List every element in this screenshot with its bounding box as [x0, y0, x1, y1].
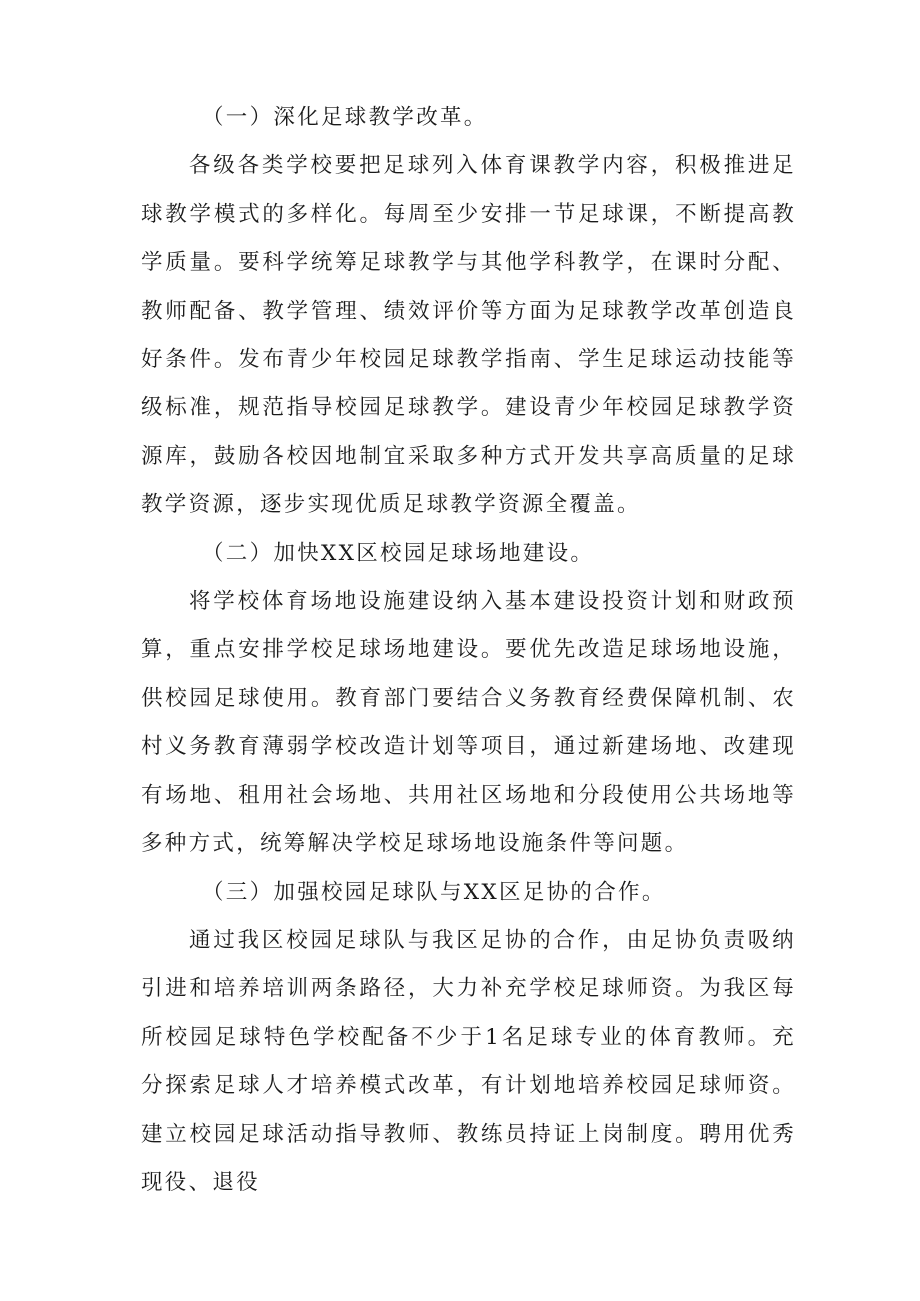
- body-paragraph-2: 将学校体育场地设施建设纳入基本建设投资计划和财政预算，重点安排学校足球场地建设。要优先改造足球场地设施，供校园足球使用。教育部门要结合义务教育经费保障机制、农村义务教育薄弱学校改造计划等项目，通过新建场地、改建现有场地、租用社会场地、共用社区场地和分段使用公共场地等多种方式，统筹解决学校足球场地设施条件等问题。: [141, 589, 796, 857]
- document-body: [141, 94, 796, 1207]
- body-paragraph-3: 通过我区校园足球队与我区足协的合作，由足协负责吸纳引进和培养培训两条路径，大力补充学校足球师资。为我区每所校园足球特色学校配备不少于1名足球专业的体育教师。充分探索足球人才培养模式改革，有计划地培养校园足球师资。建立校园足球活动指导教师、教练员持证上岗制度。聘用优秀现役、退役: [141, 927, 796, 1195]
- section-heading-3: （三）加强校园足球队与XX区足协的合作。: [202, 879, 666, 905]
- section-heading-2: （二）加快XX区校园足球场地建设。: [202, 540, 595, 566]
- body-paragraph-1: 各级各类学校要把足球列入体育课教学内容，积极推进足球教学模式的多样化。每周至少安排一节足球课，不断提高教学质量。要科学统筹足球教学与其他学科教学，在课时分配、教师配备、教学管理、绩效评价等方面为足球教学改革创造良好条件。发布青少年校园足球教学指南、学生足球运动技能等级标准，规范指导校园足球教学。建设青少年校园足球教学资源库，鼓励各校因地制宜采取多种方式开发共享高质量的足球教学资源，逐步实现优质足球教学资源全覆盖。: [141, 153, 796, 518]
- section-heading-1: （一）深化足球教学改革。: [202, 105, 488, 130]
